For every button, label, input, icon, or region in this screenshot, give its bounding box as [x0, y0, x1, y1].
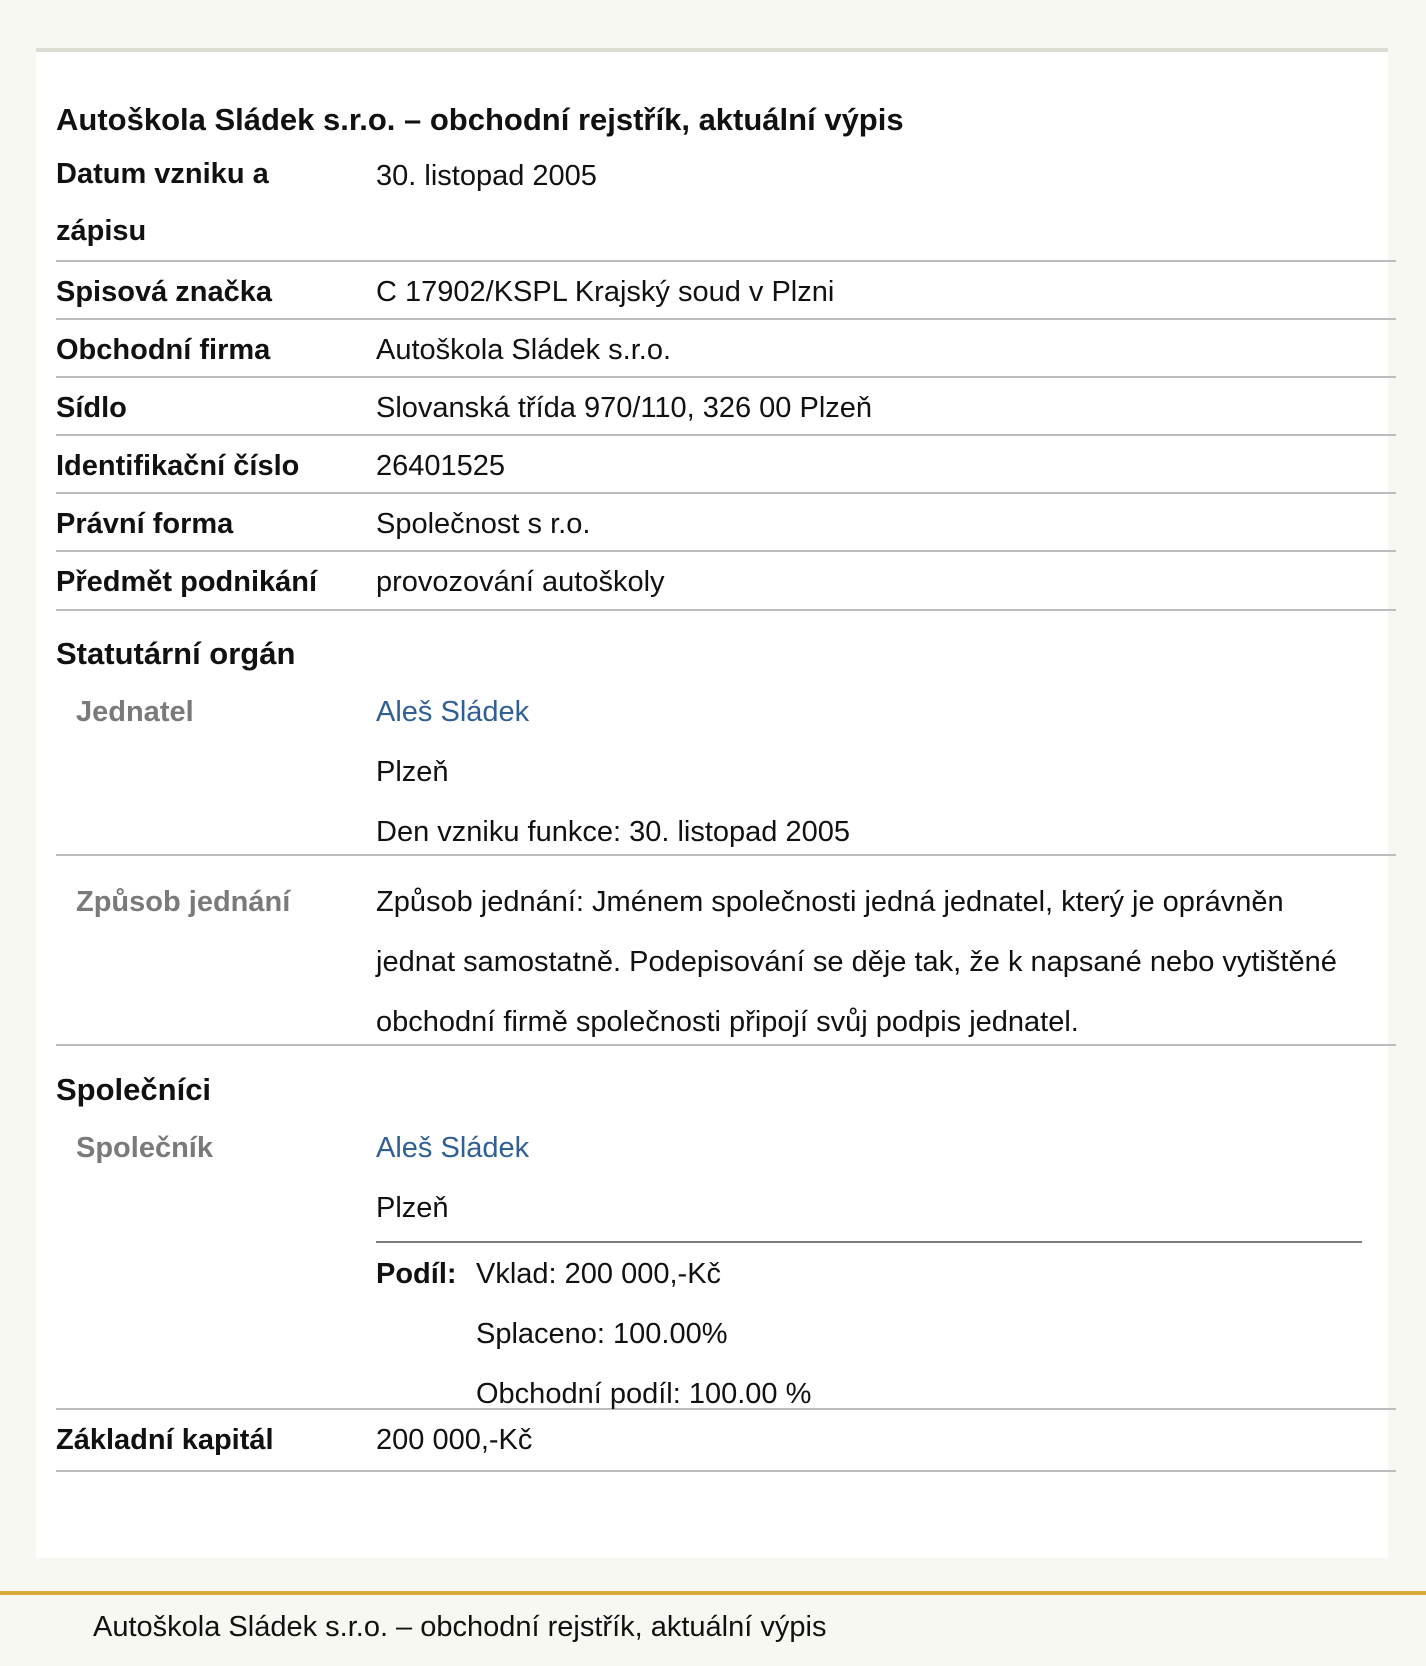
- zpusob-line-1: Způsob jednání: Jménem společnosti jedná jednatel, který je oprávněn: [376, 886, 1284, 918]
- pravni-value: Společnost s r.o.: [376, 508, 591, 540]
- spolecnik-details: [376, 1118, 1376, 1238]
- row-spisova-znacka: [56, 262, 1396, 320]
- spolecnik-city: Plzeň: [376, 1192, 449, 1224]
- predmet-value: provozování autoškoly: [376, 566, 665, 598]
- row-identifikacni-cislo: [56, 436, 1396, 494]
- registry-card: [36, 48, 1388, 1558]
- row-zakladni-kapital: [56, 1410, 1396, 1472]
- page-title: Autoškola Sládek s.r.o. – obchodní rejstřík, aktuální výpis: [56, 102, 904, 137]
- pravni-label: Právní forma: [56, 508, 234, 540]
- datum-label: Datum vzniku a zápisu: [56, 158, 269, 247]
- row-datum-vzniku: [56, 146, 1396, 262]
- jednatel-name-link[interactable]: Aleš Sládek: [376, 696, 530, 728]
- row-jednatel: [56, 682, 1396, 856]
- zpusob-line-2: jednat samostatně. Podepisování se děje tak, že k napsané nebo vytištěné: [376, 946, 1337, 978]
- zpusob-label: Způsob jednání: [76, 886, 291, 918]
- partners-section-title: Společníci: [56, 1072, 212, 1107]
- row-obchodni-firma: [56, 320, 1396, 378]
- jednatel-details: [376, 682, 1376, 862]
- page-footer: [0, 1591, 1426, 1666]
- kapital-value: 200 000,-Kč: [376, 1424, 533, 1456]
- statutory-section-title: Statutární orgán: [56, 636, 296, 671]
- zpusob-line-3: obchodní firmě společnosti připojí svůj podpis jednatel.: [376, 1006, 1079, 1038]
- row-spolecnik: [56, 1118, 1396, 1410]
- zpusob-text: [376, 872, 1376, 1052]
- jednatel-function-date: Den vzniku funkce: 30. listopad 2005: [376, 816, 850, 848]
- spisova-label: Spisová značka: [56, 276, 272, 308]
- footer-title: Autoškola Sládek s.r.o. – obchodní rejstřík, aktuální výpis: [93, 1611, 827, 1643]
- share-vklad: Vklad: 200 000,-Kč: [476, 1258, 722, 1290]
- predmet-label: Předmět podnikání: [56, 566, 318, 598]
- row-pravni-forma: [56, 494, 1396, 552]
- share-divider: [376, 1241, 1362, 1243]
- firma-value: Autoškola Sládek s.r.o.: [376, 334, 671, 366]
- row-predmet-podnikani: [56, 552, 1396, 611]
- row-zpusob-jednani: [56, 856, 1396, 1046]
- spolecnik-label: Společník: [76, 1132, 213, 1164]
- jednatel-city: Plzeň: [376, 756, 449, 788]
- ico-value: 26401525: [376, 450, 506, 482]
- datum-value: 30. listopad 2005: [376, 160, 597, 192]
- share-obchodni-podil: Obchodní podíl: 100.00 %: [476, 1378, 812, 1410]
- firma-label: Obchodní firma: [56, 334, 271, 366]
- kapital-label: Základní kapitál: [56, 1424, 274, 1456]
- share-splaceno: Splaceno: 100.00%: [476, 1318, 728, 1350]
- sidlo-value: Slovanská třída 970/110, 326 00 Plzeň: [376, 392, 873, 424]
- jednatel-label: Jednatel: [76, 696, 194, 728]
- spolecnik-name-link[interactable]: Aleš Sládek: [376, 1132, 530, 1164]
- row-sidlo: [56, 378, 1396, 436]
- sidlo-label: Sídlo: [56, 392, 127, 424]
- spisova-value: C 17902/KSPL Krajský soud v Plzni: [376, 276, 835, 308]
- ico-label: Identifikační číslo: [56, 450, 300, 482]
- share-label: Podíl:: [376, 1258, 457, 1290]
- share-details: [476, 1244, 811, 1424]
